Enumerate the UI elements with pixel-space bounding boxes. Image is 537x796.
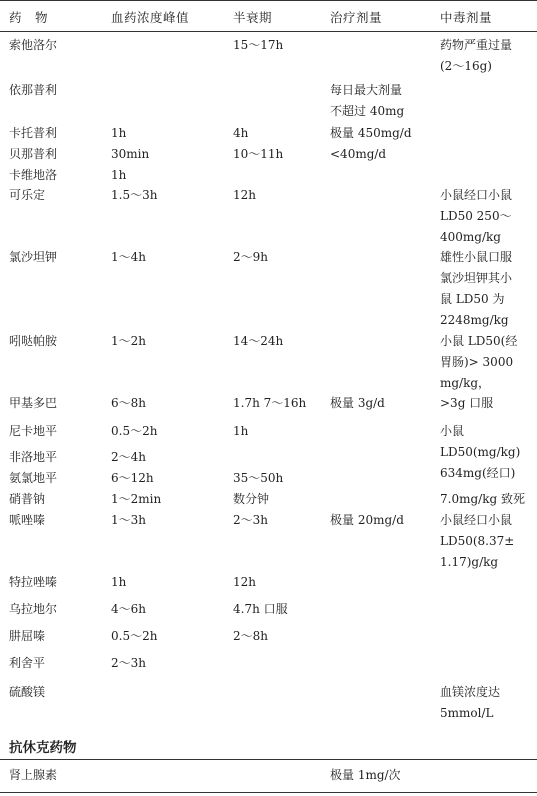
header-rule — [0, 31, 537, 32]
cell-half-life: 12h — [233, 575, 256, 589]
cell-drug-name: 甲基多巴 — [9, 396, 58, 410]
cell-drug-name: 非洛地平 — [9, 450, 58, 464]
cell-peak-concentration: 1h — [111, 168, 127, 182]
cell-drug-name: 尼卡地平 — [9, 424, 58, 438]
cell-toxic-dose: 药物严重过量 (2～16g) — [440, 38, 513, 73]
cell-half-life: 4.7h 口服 — [233, 602, 288, 616]
cell-peak-concentration: 1h — [111, 126, 127, 140]
cell-peak-concentration: 6～8h — [111, 396, 146, 410]
cell-toxic-dose: 小鼠 LD50(经 胃肠)> 3000 mg/kg， — [440, 334, 518, 390]
cell-drug-name: 乌拉地尔 — [9, 602, 58, 616]
cell-therapeutic-dose: 极量 450mg/d — [330, 126, 412, 140]
cell-drug-name: 卡托普利 — [9, 126, 58, 140]
cell-half-life: 35～50h — [233, 471, 284, 485]
cell-peak-concentration: 1～2h — [111, 334, 146, 348]
cell-toxic-dose: 小鼠经口小鼠 LD50 250～ 400mg/kg — [440, 188, 513, 244]
cell-peak-concentration: 1～4h — [111, 250, 146, 264]
cell-toxic-dose: >3g 口服 — [440, 396, 494, 410]
header-drug: 药 物 — [9, 10, 49, 25]
cell-half-life: 2～3h — [233, 513, 268, 527]
cell-peak-concentration: 2～3h — [111, 656, 146, 670]
cell-drug-name: 特拉唑嗪 — [9, 575, 58, 589]
cell-half-life: 10～11h — [233, 147, 284, 161]
cell-peak-concentration: 1h — [111, 575, 127, 589]
cell-drug-name: 可乐定 — [9, 188, 46, 202]
cell-toxic-dose: 7.0mg/kg 致死 — [440, 492, 525, 506]
cell-half-life: 15～17h — [233, 38, 284, 52]
cell-drug-name: 贝那普利 — [9, 147, 58, 161]
header-therapeutic: 治疗剂量 — [330, 10, 383, 25]
cell-therapeutic-dose: 每日最大剂量 不超过 40mg — [330, 83, 405, 118]
cell-half-life: 2～8h — [233, 629, 268, 643]
section-title: 抗休克药物 — [9, 740, 77, 756]
cell-peak-concentration: 0.5～2h — [111, 629, 158, 643]
cell-drug-name: 硝普钠 — [9, 492, 46, 506]
cell-toxic-dose: 雄性小鼠口服 氯沙坦钾其小 鼠 LD50 为 2248mg/kg — [440, 250, 513, 327]
cell-drug-name: 硫酸镁 — [9, 685, 46, 699]
cell-half-life: 1.7h 7～16h — [233, 396, 307, 410]
cell-toxic-dose: 小鼠 LD50(mg/kg) 634mg(经口) — [440, 424, 521, 480]
cell-therapeutic-dose: 极量 1mg/次 — [330, 768, 401, 782]
cell-half-life: 1h — [233, 424, 249, 438]
cell-drug-name: 利舍平 — [9, 656, 46, 670]
cell-therapeutic-dose: 极量 3g/d — [330, 396, 385, 410]
cell-drug-name: 氯沙坦钾 — [9, 250, 58, 264]
cell-drug-name: 肼屈嗪 — [9, 629, 46, 643]
top-rule — [0, 0, 537, 1]
cell-toxic-dose: 血镁浓度达 5mmol/L — [440, 685, 501, 720]
cell-therapeutic-dose: 极量 20mg/d — [330, 513, 404, 527]
cell-peak-concentration: 0.5～2h — [111, 424, 158, 438]
cell-drug-name: 肾上腺素 — [9, 768, 58, 782]
cell-peak-concentration: 1～3h — [111, 513, 146, 527]
cell-drug-name: 吲哒帕胺 — [9, 334, 58, 348]
cell-half-life: 数分钟 — [233, 492, 270, 506]
cell-drug-name: 卡维地洛 — [9, 168, 58, 182]
cell-drug-name: 哌唑嗪 — [9, 513, 46, 527]
cell-half-life: 2～9h — [233, 250, 268, 264]
bottom-rule — [0, 792, 537, 793]
cell-peak-concentration: 4～6h — [111, 602, 146, 616]
header-peak: 血药浓度峰值 — [111, 10, 190, 25]
header-toxic: 中毒剂量 — [440, 10, 493, 25]
cell-half-life: 14～24h — [233, 334, 284, 348]
cell-peak-concentration: 1.5～3h — [111, 188, 158, 202]
cell-drug-name: 依那普利 — [9, 83, 58, 97]
cell-peak-concentration: 30min — [111, 147, 150, 161]
section-rule — [0, 759, 537, 760]
cell-half-life: 12h — [233, 188, 256, 202]
cell-peak-concentration: 1～2min — [111, 492, 162, 506]
cell-toxic-dose: 小鼠经口小鼠 LD50(8.37± 1.17)g/kg — [440, 513, 515, 569]
cell-peak-concentration: 2～4h — [111, 450, 146, 464]
header-halflife: 半衰期 — [233, 10, 273, 25]
cell-therapeutic-dose: <40mg/d — [330, 147, 387, 161]
cell-peak-concentration: 6～12h — [111, 471, 154, 485]
cell-drug-name: 氨氯地平 — [9, 471, 58, 485]
cell-drug-name: 索他洛尔 — [9, 38, 58, 52]
cell-half-life: 4h — [233, 126, 249, 140]
